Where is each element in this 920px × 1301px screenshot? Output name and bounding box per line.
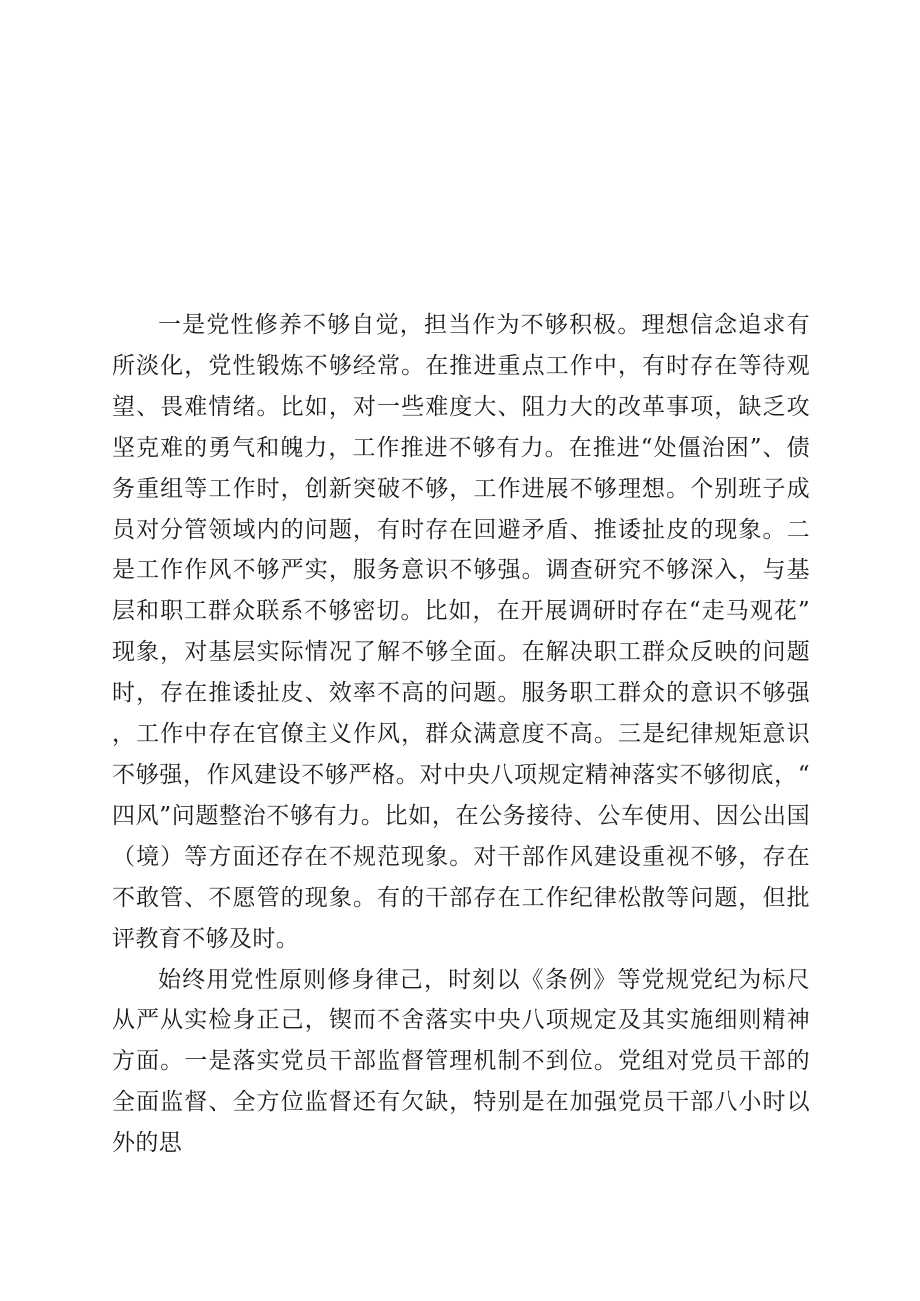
paragraph-1: 一是党性修养不够自觉，担当作为不够积极。理想信念追求有所淡化，党性锻炼不够经常。在推进重点工作中，有时存在等待观望、畏难情绪。比如，对一些难度大、阻力大的改革事项，缺乏攻坚克难的勇气和魄力，工作推进不够有力。在推进“处僵治困”、债务重组等工作时，创新突破不够，工作进展不够理想。个别班子成员对分管领域内的问题，有时存在回避矛盾、推诿扯皮的现象。二是工作作风不够严实，服务意识不够强。调查研究不够深入，与基层和职工群众联系不够密切。比如，在开展调研时存在“走马观花”现象，对基层实际情况了解不够全面。在解决职工群众反映的问题时，存在推诿扯皮、效率不高的问题。服务职工群众的意识不够强，工作中存在官僚主义作风，群众满意度不高。三是纪律规矩意识不够强，作风建设不够严格。对中央八项规定精神落实不够彻底，“四风”问题整治不够有力。比如，在公务接待、公车使用、因公出国（境）等方面还存在不规范现象。对干部作风建设重视不够，存在不敢管、不愿管的现象。有的干部存在工作纪律松散等问题，但批评教育不够及时。 [112,312,810,952]
document-body [112,305,810,1164]
paragraph-2: 始终用党性原则修身律己，时刻以《条例》等党规党纪为标尺从严从实检身正己，锲而不舍落实中央八项规定及其实施细则精神方面。一是落实党员干部监督管理机制不到位。党组对党员干部的全面监督、全方位监督还有欠缺，特别是在加强党员干部八小时以外的思 [112,966,810,1157]
